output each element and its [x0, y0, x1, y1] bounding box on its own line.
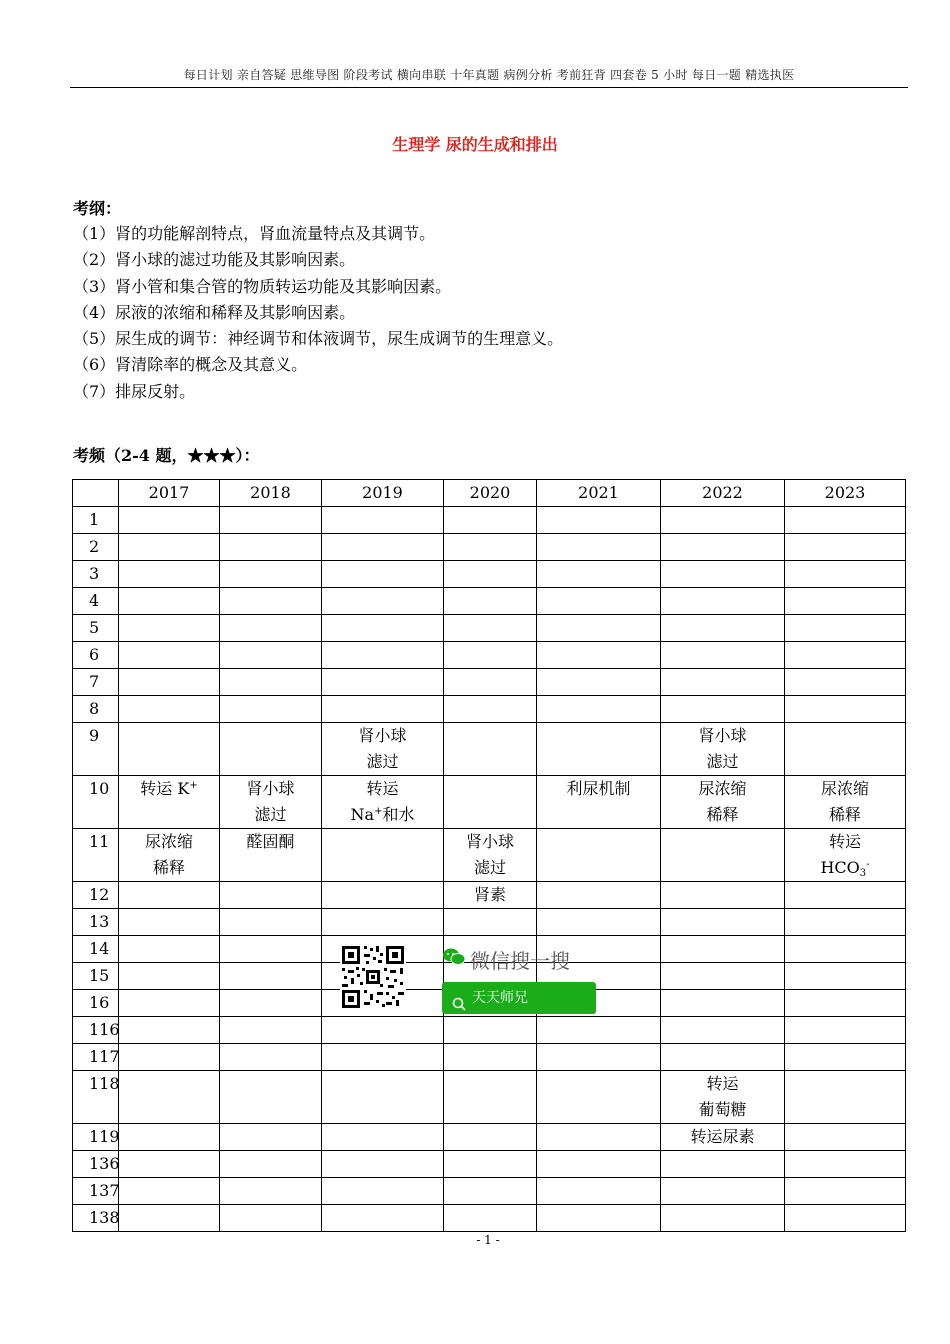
table-row [73, 1124, 906, 1151]
topic-cell: 肾小球 滤过 [322, 723, 444, 776]
outline-item: （2）肾小球的滤过功能及其影响因素。 [73, 250, 356, 270]
question-number: 15 [73, 963, 119, 990]
table-row [73, 1017, 906, 1044]
table-row [73, 696, 906, 723]
year-header: 2021 [537, 480, 661, 507]
wechat-search-label: 微信搜一搜 [470, 949, 570, 973]
table-row [73, 615, 906, 642]
question-number: 116 [73, 1017, 119, 1044]
table-row [73, 776, 906, 829]
topic-cell: 醛固酮 [220, 829, 322, 882]
page-header-nav: 每日计划 亲自答疑 思维导图 阶段考试 横向串联 十年真题 病例分析 考前狂背 四套卷 5 小时 每日一题 精选执医 [183, 68, 795, 82]
table-row [73, 1071, 906, 1124]
question-number: 7 [73, 669, 119, 696]
topic-cell: 肾素 [444, 882, 537, 909]
topic-cell: 转运 Na+和水 [322, 776, 444, 829]
question-number: 9 [73, 723, 119, 776]
topic-cell: 转运 K+ [119, 776, 220, 829]
question-number: 119 [73, 1124, 119, 1151]
topic-cell: 利尿机制 [537, 776, 661, 829]
page-number: - 1 - [476, 1233, 500, 1247]
corner-cell [73, 480, 119, 507]
exam-frequency-table [72, 479, 906, 1232]
question-number: 137 [73, 1178, 119, 1205]
table-row [73, 561, 906, 588]
outline-item: （4）尿液的浓缩和稀释及其影响因素。 [73, 302, 356, 322]
question-number: 117 [73, 1044, 119, 1071]
topic-cell: 转运 葡萄糖 [661, 1071, 785, 1124]
wechat-account-search-button[interactable] [442, 982, 596, 1014]
qr-code[interactable] [340, 944, 406, 1010]
outline-list [73, 221, 563, 405]
question-number: 136 [73, 1151, 119, 1178]
outline-item: （6）肾清除率的概念及其意义。 [73, 355, 308, 375]
header-divider [70, 87, 908, 88]
year-header: 2023 [785, 480, 906, 507]
table-row [73, 1178, 906, 1205]
outline-item: （1）肾的功能解剖特点，肾血流量特点及其调节。 [73, 224, 436, 243]
question-number: 13 [73, 909, 119, 936]
topic-cell: 尿浓缩 稀释 [661, 776, 785, 829]
table-header-row [73, 480, 906, 507]
frequency-heading: 考频（2-4 题，★★★）： [73, 446, 260, 465]
outline-item: （7）排尿反射。 [73, 381, 196, 401]
question-number: 11 [73, 829, 119, 882]
question-number: 16 [73, 990, 119, 1017]
topic-cell: 转运 $HCO_3^-$ [785, 829, 906, 882]
question-number: 6 [73, 642, 119, 669]
table-row [73, 882, 906, 909]
year-header: 2019 [322, 480, 444, 507]
table-row [73, 1205, 906, 1232]
question-number: 3 [73, 561, 119, 588]
question-number: 1 [73, 507, 119, 534]
question-number: 138 [73, 1205, 119, 1232]
question-number: 10 [73, 776, 119, 829]
table-row [73, 669, 906, 696]
outline-item: （3）肾小管和集合管的物质转运功能及其影响因素。 [73, 276, 452, 296]
page-title: 生理学 尿的生成和排出 [392, 135, 558, 154]
outline-heading: 考纲： [73, 199, 122, 218]
topic-cell: 尿浓缩 稀释 [785, 776, 906, 829]
search-icon [452, 991, 466, 1023]
year-header: 2020 [444, 480, 537, 507]
question-number: 8 [73, 696, 119, 723]
topic-cell: 肾小球 滤过 [220, 776, 322, 829]
question-number: 12 [73, 882, 119, 909]
table-row [73, 588, 906, 615]
year-header: 2018 [220, 480, 322, 507]
table-row [73, 1151, 906, 1178]
question-number: 5 [73, 615, 119, 642]
question-number: 118 [73, 1071, 119, 1124]
year-header: 2017 [119, 480, 220, 507]
account-name: 天天师兄 [472, 990, 528, 1006]
table-row [73, 534, 906, 561]
table-row [73, 829, 906, 882]
question-number: 2 [73, 534, 119, 561]
outline-item: （5）尿生成的调节：神经调节和体液调节，尿生成调节的生理意义。 [73, 329, 564, 349]
table-row [73, 723, 906, 776]
year-header: 2022 [661, 480, 785, 507]
wechat-search-overlay [340, 944, 610, 1019]
table-row [73, 909, 906, 936]
question-number: 4 [73, 588, 119, 615]
topic-cell: 转运尿素 [661, 1124, 785, 1151]
topic-cell: 肾小球 滤过 [444, 829, 537, 882]
topic-cell: 尿浓缩 稀释 [119, 829, 220, 882]
question-number: 14 [73, 936, 119, 963]
table-row [73, 642, 906, 669]
table-row [73, 507, 906, 534]
table-row [73, 1044, 906, 1071]
topic-cell: 肾小球 滤过 [661, 723, 785, 776]
